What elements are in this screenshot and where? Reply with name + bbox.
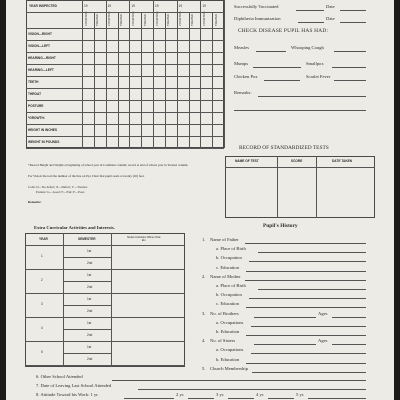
attitude-year-label: 5 yr. bbox=[296, 392, 305, 397]
grid-column-line bbox=[224, 0, 225, 148]
attitude-label: 8. Attitude Toward his Work: 1 yr. bbox=[36, 392, 99, 397]
vaccinated-date-label: Date bbox=[326, 4, 335, 9]
history-item-label: Name of Father bbox=[210, 237, 239, 242]
mumps-field[interactable] bbox=[253, 67, 301, 68]
grid-line bbox=[26, 124, 224, 125]
history-sub-field[interactable] bbox=[246, 307, 366, 308]
history-ages-label: Ages bbox=[318, 310, 328, 316]
year-mark: 19 bbox=[202, 4, 206, 8]
extra-year: 4 bbox=[41, 326, 43, 330]
condition-column-label: CONDITION bbox=[155, 11, 159, 26]
grid-row-label: HEIGHT IN INCHES bbox=[28, 127, 58, 132]
history-ages-field[interactable] bbox=[332, 344, 366, 345]
history-item-number: 4. bbox=[202, 338, 206, 344]
measles-field[interactable] bbox=[256, 51, 286, 52]
history-field[interactable] bbox=[245, 243, 366, 244]
disease-mumps: Mumps bbox=[234, 61, 249, 66]
year-mark: 19 bbox=[131, 4, 135, 8]
grid-row-label: THROAT bbox=[28, 91, 42, 96]
attitude-field[interactable] bbox=[228, 398, 254, 399]
history-ages-field[interactable] bbox=[332, 317, 366, 318]
grid-column-line bbox=[129, 0, 130, 148]
history-item-label: Church Membership bbox=[210, 365, 248, 371]
history-field[interactable] bbox=[254, 317, 316, 318]
grid-row-label: WEIGHT IN POUNDS bbox=[28, 139, 60, 144]
note-code: Code: O—No defect; X—Defect; V—Treated. bbox=[28, 185, 88, 189]
history-sub-label: a. Place of Birth bbox=[216, 283, 246, 288]
vaccinated-label: Successfully Vaccinated bbox=[234, 4, 279, 9]
extra-table bbox=[25, 233, 185, 367]
treated-column-label: TREATED bbox=[120, 14, 124, 26]
history-sub-field[interactable] bbox=[246, 335, 366, 336]
history-sub-field[interactable] bbox=[249, 298, 366, 299]
smallpox-field[interactable] bbox=[332, 67, 366, 68]
year-mark: 19 bbox=[178, 4, 183, 8]
tests-table bbox=[225, 156, 375, 218]
grid-column-line bbox=[94, 12, 95, 148]
diphtheria-label: Diphtheria Immunization bbox=[234, 16, 281, 21]
grid-line bbox=[26, 12, 224, 13]
extra-grid-line bbox=[63, 233, 64, 367]
extra-grid-line bbox=[63, 329, 111, 330]
grid-row-label: TEETH bbox=[28, 79, 39, 84]
extra-grid-line bbox=[25, 341, 185, 342]
attitude-year-label: 2 yr. bbox=[176, 392, 185, 397]
extra-grid-line bbox=[63, 281, 111, 282]
vaccinated-field[interactable] bbox=[296, 10, 324, 11]
tests-col-score: SCORE bbox=[291, 159, 303, 163]
history-sub-label: b. Occupation bbox=[216, 292, 242, 298]
grid-row-label: HEARING—RIGHT bbox=[28, 55, 56, 60]
extra-col-activities: Student Activities Offices Held, Etc. bbox=[127, 236, 161, 242]
grid-column-line bbox=[118, 12, 119, 148]
history-sub-field[interactable] bbox=[246, 363, 366, 364]
treated-column-label: TREATED bbox=[191, 14, 195, 26]
disease-measles: Measles bbox=[234, 45, 250, 50]
other-school-field[interactable] bbox=[112, 380, 366, 381]
history-sub-field[interactable] bbox=[258, 289, 366, 290]
extra-semester: 1st bbox=[87, 320, 92, 325]
attitude-field[interactable] bbox=[124, 398, 174, 399]
extra-grid-line bbox=[25, 317, 185, 318]
note-vision: For Vision: Record the number of the line on Eye Chart that pupil reads at twenty (20) feet. bbox=[28, 174, 145, 178]
extra-semester: 1st bbox=[87, 344, 92, 349]
grid-column-line bbox=[212, 12, 213, 148]
health-inspection-grid bbox=[26, 0, 224, 148]
history-sub-label: c. Education bbox=[216, 301, 239, 307]
history-sub-field[interactable] bbox=[251, 353, 366, 354]
extra-grid-line bbox=[25, 365, 185, 366]
condition-column-label: CONDITION bbox=[131, 11, 135, 26]
scarlet-fever-field[interactable] bbox=[334, 80, 366, 81]
disease-scarlet-fever: Scarlet Fever bbox=[306, 74, 331, 79]
extra-year: 3 bbox=[41, 302, 43, 306]
extra-grid-line bbox=[25, 245, 185, 246]
extra-semester: 2nd bbox=[87, 284, 93, 289]
disease-whooping-cough: Whooping Cough bbox=[291, 45, 324, 50]
history-sub-label: a. Occupations bbox=[216, 319, 244, 325]
grid-column-line bbox=[153, 0, 154, 148]
extra-grid-line bbox=[63, 353, 111, 354]
extra-semester: 2nd bbox=[87, 332, 93, 337]
note-posture: Posture: G—Good; F—Fair; P—Poor. bbox=[36, 190, 85, 194]
grid-line bbox=[26, 136, 224, 137]
attitude-year-label: 3 yr. bbox=[216, 392, 225, 397]
whooping-cough-field[interactable] bbox=[334, 51, 366, 52]
condition-column-label: CONDITION bbox=[202, 11, 206, 26]
extra-grid-line bbox=[25, 293, 185, 294]
extra-semester: 1st bbox=[87, 272, 92, 277]
extra-semester: 2nd bbox=[87, 260, 93, 265]
condition-column-label: CONDITION bbox=[179, 11, 183, 26]
history-item-number: 1. bbox=[202, 237, 206, 242]
history-sub-field[interactable] bbox=[258, 252, 366, 253]
attitude-field[interactable] bbox=[268, 398, 294, 399]
history-field[interactable] bbox=[245, 280, 366, 281]
diphtheria-field[interactable] bbox=[298, 22, 324, 23]
grid-line bbox=[26, 40, 224, 41]
grid-row-label: VISION—LEFT bbox=[28, 43, 50, 48]
note-growth: *Record Height and Weight at beginning of school year in Condition column; record at end of school year in Treated column. bbox=[28, 163, 189, 167]
history-field[interactable] bbox=[252, 372, 366, 373]
tests-title: RECORD OF STANDARDIZED TESTS bbox=[239, 145, 329, 151]
grid-line bbox=[26, 100, 224, 101]
grid-line bbox=[26, 112, 224, 113]
grid-line bbox=[26, 76, 224, 77]
year-mark: 19 bbox=[107, 4, 112, 8]
extra-grid-line bbox=[63, 257, 111, 258]
history-ages-label: Ages bbox=[318, 338, 328, 344]
year-mark: 19 bbox=[84, 4, 88, 8]
grid-column-line bbox=[165, 12, 166, 148]
history-item-number: 5. bbox=[202, 365, 206, 371]
year-mark: 19 bbox=[155, 4, 159, 8]
grid-line bbox=[26, 88, 224, 89]
condition-column-label: CONDITION bbox=[108, 11, 112, 26]
attitude-year-label: 4 yr. bbox=[256, 392, 265, 397]
extra-semester: 1st bbox=[87, 296, 92, 301]
history-item-number: 2. bbox=[202, 273, 206, 279]
chicken-pox-field[interactable] bbox=[264, 80, 300, 81]
diphtheria-date-label: Date bbox=[326, 16, 335, 21]
date-leaving-field[interactable] bbox=[138, 389, 366, 390]
grid-row-label: *GROWTH: bbox=[28, 115, 45, 120]
history-sub-label: c. Education bbox=[216, 264, 239, 270]
history-item-label: No. of Sisters bbox=[210, 338, 236, 344]
notes-remarks-label: Remarks: bbox=[28, 200, 42, 204]
grid-column-line bbox=[177, 0, 178, 148]
attitude-field[interactable] bbox=[308, 398, 366, 399]
grid-line bbox=[26, 52, 224, 53]
disease-title: CHECK DISEASE PUPIL HAS HAD: bbox=[238, 28, 329, 34]
treated-column-label: TREATED bbox=[214, 14, 218, 26]
extra-year: 2 bbox=[41, 278, 43, 282]
history-item-number: 3. bbox=[202, 310, 206, 316]
extra-grid-line bbox=[111, 233, 112, 367]
treated-column-label: TREATED bbox=[143, 14, 147, 26]
history-sub-label: b. Education bbox=[216, 356, 240, 362]
history-sub-label: b. Occupation bbox=[216, 255, 242, 261]
extra-semester: 2nd bbox=[87, 308, 93, 313]
vaccinated-date-field[interactable] bbox=[340, 10, 366, 11]
history-sub-field[interactable] bbox=[249, 261, 366, 262]
diphtheria-date-field[interactable] bbox=[340, 22, 366, 23]
extra-year: 5 bbox=[41, 350, 43, 354]
grid-line bbox=[26, 148, 224, 149]
grid-row-label: POSTURE bbox=[28, 103, 44, 108]
history-sub-field[interactable] bbox=[246, 271, 366, 272]
grid-column-line bbox=[106, 0, 107, 148]
history-title: Pupil's History bbox=[263, 223, 298, 229]
disease-remarks-field-2[interactable] bbox=[234, 110, 366, 111]
extra-semester: 2nd bbox=[87, 356, 93, 361]
extra-grid-line bbox=[25, 269, 185, 270]
history-sub-field[interactable] bbox=[251, 326, 366, 327]
treated-column-label: TREATED bbox=[96, 14, 100, 26]
grid-column-line bbox=[82, 0, 83, 148]
attitude-field[interactable] bbox=[188, 398, 214, 399]
extra-grid-line bbox=[63, 305, 111, 306]
grid-column-line bbox=[200, 0, 201, 148]
extra-title: Extra Curricular Activities and Interests. bbox=[34, 225, 115, 230]
extra-year: 1 bbox=[41, 254, 43, 258]
history-sub-label: b. Education bbox=[216, 329, 240, 334]
grid-column-line bbox=[141, 12, 142, 148]
extra-col-semester: SEMESTER bbox=[78, 237, 96, 241]
grid-row-label: VISION—RIGHT bbox=[28, 31, 52, 36]
record-card-page bbox=[6, 0, 394, 400]
date-leaving-label: 7. Date of Leaving Last School Attended bbox=[36, 383, 112, 388]
grid-row-label: HEARING—LEFT bbox=[28, 67, 54, 72]
history-item-label: No. of Brothers bbox=[210, 310, 239, 316]
tests-col-date: DATE TAKEN bbox=[332, 159, 353, 163]
grid-column-line bbox=[189, 12, 190, 148]
disease-remarks-label: Remarks: bbox=[234, 90, 252, 95]
history-item-label: Name of Mother bbox=[210, 273, 241, 279]
history-sub-label: a. Place of Birth bbox=[216, 246, 246, 252]
grid-line bbox=[26, 28, 224, 29]
history-sub-label: a. Occupations bbox=[216, 347, 244, 353]
grid-line bbox=[26, 64, 224, 65]
tests-col-name: NAME OF TEST bbox=[235, 159, 259, 163]
disease-remarks-field[interactable] bbox=[258, 96, 366, 97]
disease-chicken-pox: Chicken Pox bbox=[234, 74, 258, 79]
year-inspected-label: YEAR INSPECTED bbox=[29, 4, 57, 8]
treated-column-label: TREATED bbox=[167, 14, 171, 26]
history-field[interactable] bbox=[254, 344, 316, 345]
other-school-label: 6. Other School Attended bbox=[36, 374, 83, 379]
extra-col-year: YEAR bbox=[39, 237, 48, 241]
condition-column-label: CONDITION bbox=[84, 11, 88, 26]
disease-smallpox: Smallpox bbox=[306, 61, 324, 66]
extra-semester: 1st bbox=[87, 248, 92, 253]
